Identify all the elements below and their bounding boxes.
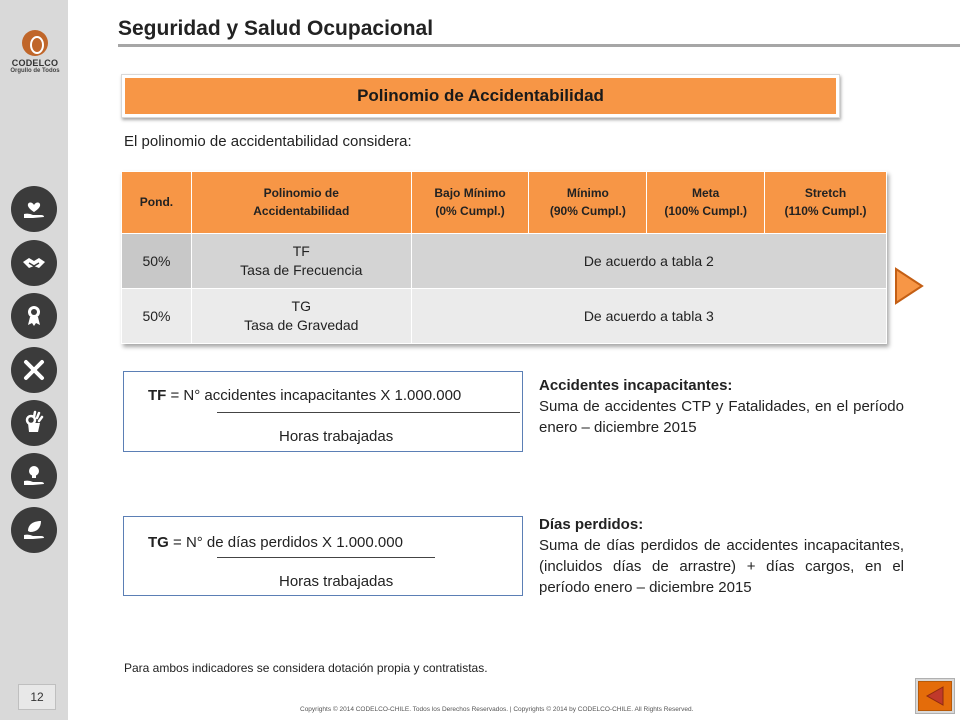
tg-label: TG (148, 534, 169, 551)
accidents-note-title: Accidentes incapacitantes: (539, 377, 733, 394)
days-note-body: Suma de días perdidos de accidentes incapacitantes, (incluidos días de arrastre) + días cargos, en el período enero – diciembre 2015 (539, 537, 904, 596)
indicator-cell (191, 289, 411, 344)
heart-hand-icon[interactable] (11, 186, 57, 232)
page-number: 12 (18, 684, 56, 710)
lightbulb-hand-icon[interactable] (11, 453, 57, 499)
tf-formula-box (123, 371, 523, 452)
table-header-cell (765, 172, 887, 234)
accidents-note (539, 375, 904, 438)
header-line: (90% Cumpl.) (549, 203, 626, 218)
page-title: Seguridad y Salud Ocupacional (118, 17, 434, 40)
tf-numerator (148, 387, 461, 404)
handshake-icon[interactable] (11, 240, 57, 286)
tf-label: TF (148, 387, 167, 404)
tf-numerator-text: = N° accidentes incapacitantes X 1.000.000 (166, 387, 462, 404)
weight-cell: 50% (122, 289, 192, 344)
copyright: Copyrights © 2014 CODELCO-CHILE. Todos los Derechos Reservados. | Copyrights © 2014 by CODELCO-CHILE. All Rights Reserved. (300, 706, 694, 713)
section-banner (121, 74, 840, 118)
footnote: Para ambos indicadores se considera dotación propia y contratistas. (124, 661, 488, 675)
table-header-cell (647, 172, 765, 234)
section-banner-label: Polinomio de Accidentabilidad (125, 78, 836, 114)
tf-denominator: Horas trabajadas (279, 428, 394, 445)
ok-gesture-hand-icon[interactable] (11, 400, 57, 446)
table-header-cell (122, 172, 192, 234)
days-note (539, 514, 904, 598)
award-ribbon-icon[interactable] (11, 293, 57, 339)
back-arrow-icon (918, 681, 952, 711)
next-slide-arrow-icon[interactable] (893, 266, 925, 306)
accidents-note-body: Suma de accidentes CTP y Fatalidades, en el período enero – diciembre 2015 (539, 398, 904, 436)
logo-tagline: Orgullo de Todos (10, 68, 60, 74)
header-line: Meta (692, 186, 720, 201)
header-line: Accidentabilidad (253, 203, 350, 218)
tg-numerator (148, 534, 403, 551)
indicator-code: TG (291, 298, 311, 315)
table-row (122, 234, 887, 289)
tg-numerator-text: = N° de días perdidos X 1.000.000 (168, 534, 403, 551)
header-line: Pond. (139, 194, 174, 209)
tg-formula-box (123, 516, 523, 596)
table-header-row (122, 172, 887, 234)
header-line: Bajo Mínimo (434, 186, 506, 201)
indicator-name: Tasa de Gravedad (244, 317, 359, 333)
tf-fraction-bar (217, 412, 520, 413)
table-header-cell (191, 172, 411, 234)
back-button[interactable] (915, 678, 955, 714)
header-line: (110% Cumpl.) (784, 203, 867, 218)
title-divider (118, 44, 960, 47)
header-line: Polinomio de (263, 186, 339, 201)
hands-circle-icon[interactable] (11, 347, 57, 393)
header-line: Mínimo (566, 186, 609, 201)
days-note-title: Días perdidos: (539, 516, 644, 533)
indicator-name: Tasa de Frecuencia (240, 262, 363, 278)
leaf-hand-icon[interactable] (11, 507, 57, 553)
indicator-cell (191, 234, 411, 289)
tg-fraction-bar (217, 557, 435, 558)
header-line: (0% Cumpl.) (435, 203, 505, 218)
header-line: Stretch (804, 186, 847, 201)
accident-polynomial-table (121, 171, 887, 344)
table-header-cell (529, 172, 647, 234)
table-row (122, 289, 887, 344)
tg-denominator: Horas trabajadas (279, 573, 394, 590)
codelco-logo-icon (22, 30, 48, 56)
intro-text: El polinomio de accidentabilidad considera: (124, 133, 412, 150)
criteria-cell: De acuerdo a tabla 3 (411, 289, 886, 344)
criteria-cell: De acuerdo a tabla 2 (411, 234, 886, 289)
weight-cell: 50% (122, 234, 192, 289)
sidebar (0, 0, 68, 720)
indicator-code: TF (292, 243, 310, 260)
logo-brand: CODELCO (11, 58, 59, 68)
codelco-logo (4, 30, 66, 74)
header-line: (100% Cumpl.) (664, 203, 748, 218)
table-header-cell (411, 172, 529, 234)
